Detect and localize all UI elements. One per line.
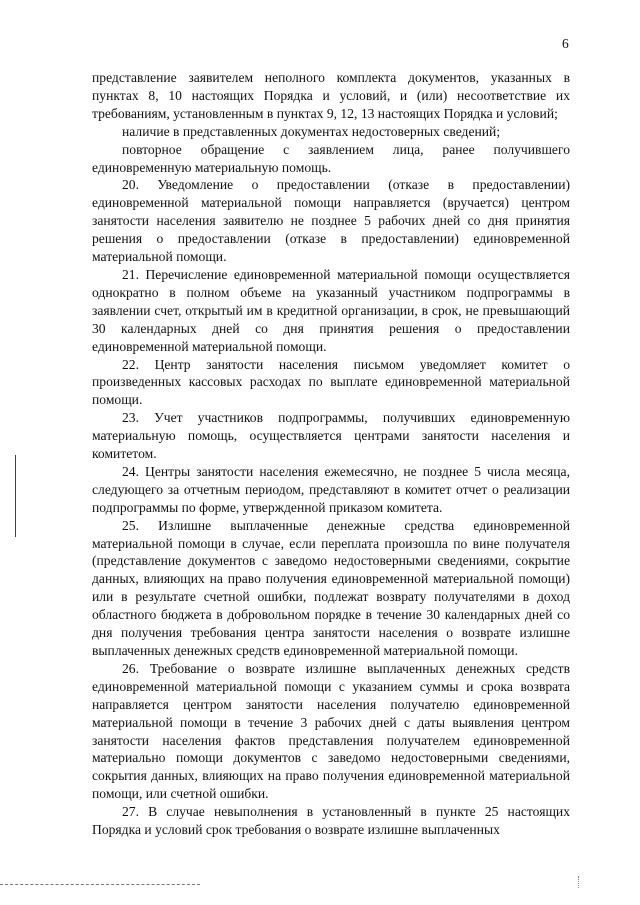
document-body bbox=[92, 69, 570, 839]
paragraph-23: 23. Учет участников подпрограммы, получивших единовременную материальную помощь, осуществляется центрами занятости населения и комитетом. bbox=[92, 410, 570, 462]
paragraph-27: 27. В случае невыполнения в установленный в пункте 25 настоящих Порядка и условий срок требования о возврате излишне выплаченных bbox=[92, 804, 570, 838]
page-number: 6 bbox=[562, 36, 569, 51]
scan-edge-line bbox=[0, 884, 200, 885]
paragraph-21: 21. Перечисление единовременной материальной помощи осуществляется однократно в полном объеме на указанный участником подпрограммы в заявлении счет, открытый им в кредитной организации, в срок, не превышающий 30 календарных дней со дня принятия решения о предоставлении единовременной материальной помощи. bbox=[92, 266, 570, 354]
paragraph-24: 24. Центры занятости населения ежемесячно, не позднее 5 числа месяца, следующего за отчетным периодом, представляют в комитет отчет о реализации подпрограммы по форме, утвержденной приказом комитета. bbox=[92, 463, 570, 515]
margin-binding-mark bbox=[15, 455, 16, 537]
paragraph-repeat-application: повторное обращение с заявлением лица, ранее получившего единовременную материальную помощь. bbox=[92, 141, 570, 175]
paragraph-false-info: наличие в представленных документах недостоверных сведений; bbox=[122, 123, 501, 139]
paragraph-22: 22. Центр занятости населения письмом уведомляет комитет о произведенных кассовых расходах по выплате единовременной материальной помощи. bbox=[92, 356, 570, 408]
paragraph-25: 25. Излишне выплаченные денежные средства единовременной материальной помощи в случае, если переплата произошла по вине получателя (представление документов с заведомо недостоверными сведениями, сокрытие данных, влияющих на право получения единовременной материальной помощи) или в результате счетной ошибки, подлежат возврату получателями в доход областного бюджета в добровольном порядке в течение 30 календарных дней со дня получения требования центра занятости населения о возврате излишне выплаченных денежных средств единовременной материальной помощи. bbox=[92, 517, 570, 658]
paragraph-26: 26. Требование о возврате излишне выплаченных денежных средств единовременной материальной помощи с указанием суммы и срока возврата направляется центром занятости населения получателю единовременной материальной помощи в течение 3 рабочих дней с даты выявления центром занятости населения фактов представления получателем единовременной материально помощи документов с заведомо недостоверными сведениями, сокрытия данных, влияющих на право получения единовременной материальной помощи, или счетной ошибки. bbox=[92, 660, 570, 802]
paragraph-continuation: представление заявителем неполного комплекта документов, указанных в пунктах 8, 10 настоящих Порядка и условий, и (или) несоответствие их требованиям, установленным в пунктах 9, 12, 13 настоящих Порядка и условий; bbox=[92, 70, 570, 121]
scan-edge-mark bbox=[578, 876, 580, 888]
paragraph-20: 20. Уведомление о предоставлении (отказе в предоставлении) единовременной материальной помощи направляется (вручается) центром занятости населения заявителю не позднее 5 рабочих дней со дня принятия решения о предоставлении (отказе в предоставлении) единовременной материальной помощи. bbox=[92, 177, 570, 265]
